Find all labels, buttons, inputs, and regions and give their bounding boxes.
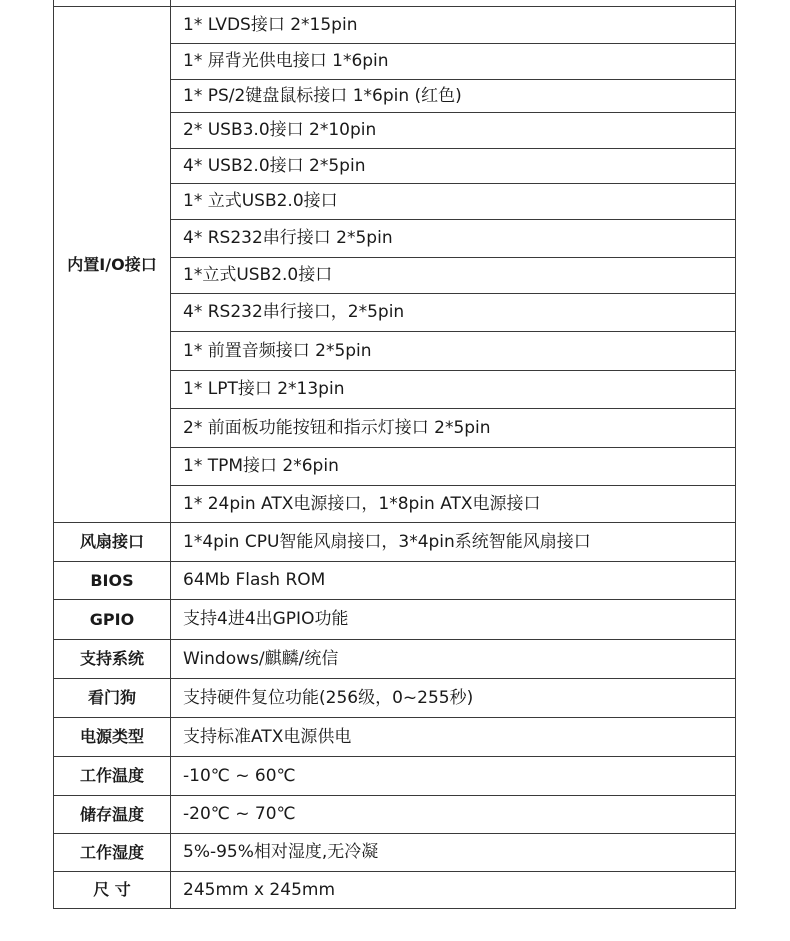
- io-item: 1* PS/2键盘鼠标接口 1*6pin (红色): [171, 80, 736, 113]
- spec-label: 工作温度: [54, 757, 171, 796]
- io-item: 1* 前置音频接口 2*5pin: [171, 332, 736, 371]
- spec-label: 看门狗: [54, 679, 171, 718]
- spec-value: 5%-95%相对湿度,无冷凝: [171, 834, 736, 872]
- io-item: 4* RS232串行接口 2*5pin: [171, 220, 736, 258]
- table-row: [54, 718, 736, 757]
- table-row: [54, 679, 736, 718]
- table-row: [54, 796, 736, 834]
- io-item: 2* USB3.0接口 2*10pin: [171, 113, 736, 149]
- spec-label: 风扇接口: [54, 523, 171, 562]
- io-item: 1* 24pin ATX电源接口，1*8pin ATX电源接口: [171, 486, 736, 523]
- io-item: 4* RS232串行接口，2*5pin: [171, 294, 736, 332]
- table-row: [54, 600, 736, 640]
- io-item: 1* 立式USB2.0接口: [171, 184, 736, 220]
- spec-label: 尺 寸: [54, 872, 171, 909]
- table-row: [54, 834, 736, 872]
- spec-table: [53, 0, 736, 909]
- spec-value: 支持标准ATX电源供电: [171, 718, 736, 757]
- io-item: 1* LVDS接口 2*15pin: [171, 7, 736, 44]
- table-row: [54, 7, 736, 44]
- io-item: 4* USB2.0接口 2*5pin: [171, 149, 736, 184]
- io-item: 1* TPM接口 2*6pin: [171, 448, 736, 486]
- spec-value: Windows/麒麟/统信: [171, 640, 736, 679]
- io-item: 2* 前面板功能按钮和指示灯接口 2*5pin: [171, 409, 736, 448]
- table-row: [54, 872, 736, 909]
- table-row: [54, 562, 736, 600]
- spec-value: 支持硬件复位功能(256级，0~255秒): [171, 679, 736, 718]
- spec-value: -20℃ ~ 70℃: [171, 796, 736, 834]
- table-row: [54, 757, 736, 796]
- spec-label: 工作湿度: [54, 834, 171, 872]
- table-row: [54, 640, 736, 679]
- spec-value: 支持4进4出GPIO功能: [171, 600, 736, 640]
- io-label: 内置I/O接口: [54, 7, 171, 523]
- spec-label: GPIO: [54, 600, 171, 640]
- table-row: [54, 523, 736, 562]
- io-item: 1*立式USB2.0接口: [171, 258, 736, 294]
- spec-value: 1*4pin CPU智能风扇接口，3*4pin系统智能风扇接口: [171, 523, 736, 562]
- spec-value: 64Mb Flash ROM: [171, 562, 736, 600]
- spec-value: -10℃ ~ 60℃: [171, 757, 736, 796]
- spec-label: BIOS: [54, 562, 171, 600]
- io-item: 1* LPT接口 2*13pin: [171, 371, 736, 409]
- spec-value: 245mm x 245mm: [171, 872, 736, 909]
- spec-label: 支持系统: [54, 640, 171, 679]
- io-item: 1* 屏背光供电接口 1*6pin: [171, 44, 736, 80]
- spec-label: 储存温度: [54, 796, 171, 834]
- spec-label: 电源类型: [54, 718, 171, 757]
